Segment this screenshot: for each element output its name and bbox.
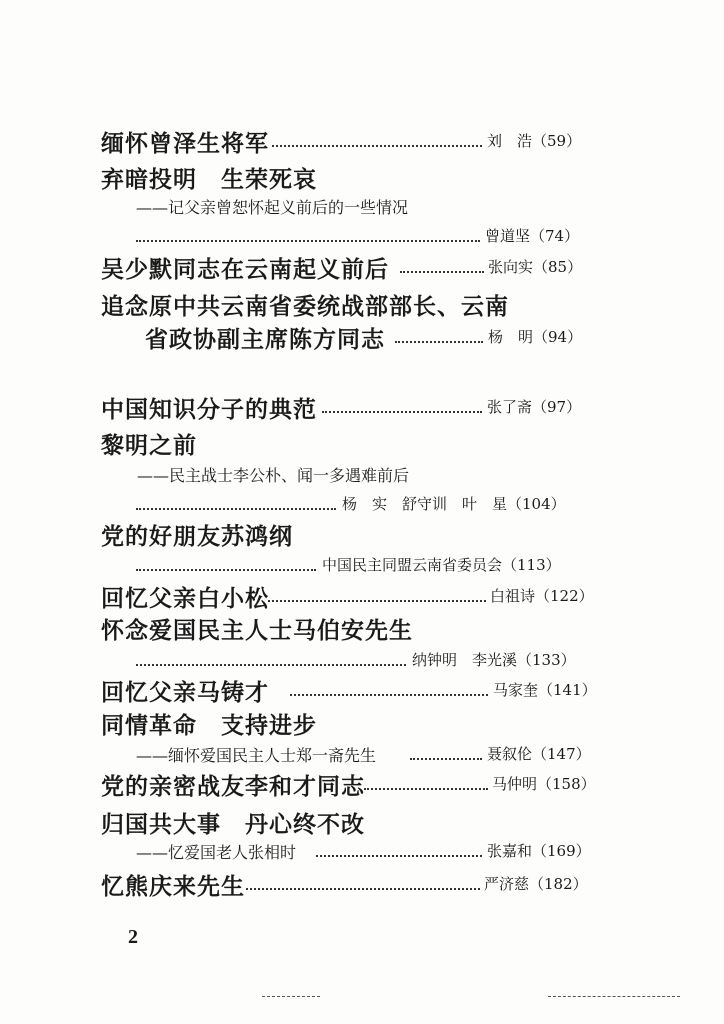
entry-title: 回忆父亲白小松 (101, 585, 269, 612)
entry-author-page: 中国民主同盟云南省委员会（113） (322, 556, 561, 574)
entry-title: 吴少默同志在云南起义前后 (101, 256, 389, 283)
entry-subtitle: ——记父亲曾恕怀起义前后的一些情况 (136, 198, 409, 217)
leader-dots (136, 508, 336, 510)
entry-author-page: 纳钟明 李光溪（133） (412, 651, 576, 669)
leader-dots (410, 758, 482, 760)
scan-mark (548, 996, 680, 997)
leader-dots (136, 664, 406, 666)
entry-subtitle: ——忆爱国老人张相时 (136, 843, 297, 862)
entry-author-page: 张嘉和（169） (487, 842, 591, 860)
entry-title: 弃暗投明 生荣死哀 (101, 166, 317, 193)
entry-title: 同情革命 支持进步 (101, 712, 317, 739)
entry-author-page: 白祖诗（122） (490, 587, 594, 605)
entry-author-page: 聂叙伦（147） (487, 745, 591, 763)
entry-title: 忆熊庆来先生 (101, 873, 245, 900)
entry-title: 黎明之前 (101, 432, 197, 459)
entry-title: 回忆父亲马铸才 (101, 679, 269, 706)
entry-subtitle: ——民主战士李公朴、闻一多遇难前后 (137, 466, 410, 485)
entry-author-page: 杨 实 舒守训 叶 星（104） (342, 495, 566, 513)
entry-title: 党的好朋友苏鸿纲 (101, 523, 293, 550)
entry-author-page: 杨 明（94） (488, 328, 583, 346)
leader-dots (290, 694, 488, 696)
entry-author-page: 张向实（85） (488, 258, 583, 276)
leader-dots (272, 145, 482, 147)
leader-dots (322, 411, 482, 413)
entry-title: 缅怀曾泽生将军 (101, 130, 269, 157)
leader-dots (136, 569, 316, 571)
page-number: 2 (128, 926, 138, 948)
leader-dots (268, 600, 486, 602)
scan-mark (262, 996, 320, 997)
entry-author-page: 曾道坚（74） (485, 227, 580, 245)
leader-dots (395, 341, 483, 343)
entry-author-page: 马仲明（158） (492, 775, 596, 793)
entry-author-page: 马家奎（141） (493, 681, 597, 699)
leader-dots (246, 888, 480, 890)
leader-dots (136, 240, 480, 242)
entry-title: 追念原中共云南省委统战部部长、云南 (101, 293, 509, 320)
entry-title-continued: 省政协副主席陈方同志 (145, 326, 385, 353)
leader-dots (316, 855, 482, 857)
leader-dots (400, 271, 484, 273)
entry-author-page: 刘 浩（59） (487, 132, 582, 150)
entry-title: 党的亲密战友李和才同志 (101, 773, 365, 800)
entry-subtitle: ——缅怀爱国民主人士郑一斋先生 (136, 746, 377, 765)
leader-dots (364, 788, 488, 790)
entry-author-page: 张了斋（97） (487, 398, 582, 416)
entry-title: 怀念爱国民主人士马伯安先生 (101, 617, 413, 644)
entry-title: 中国知识分子的典范 (101, 396, 317, 423)
entry-author-page: 严济慈（182） (484, 875, 588, 893)
entry-title: 归国共大事 丹心终不改 (101, 811, 365, 838)
